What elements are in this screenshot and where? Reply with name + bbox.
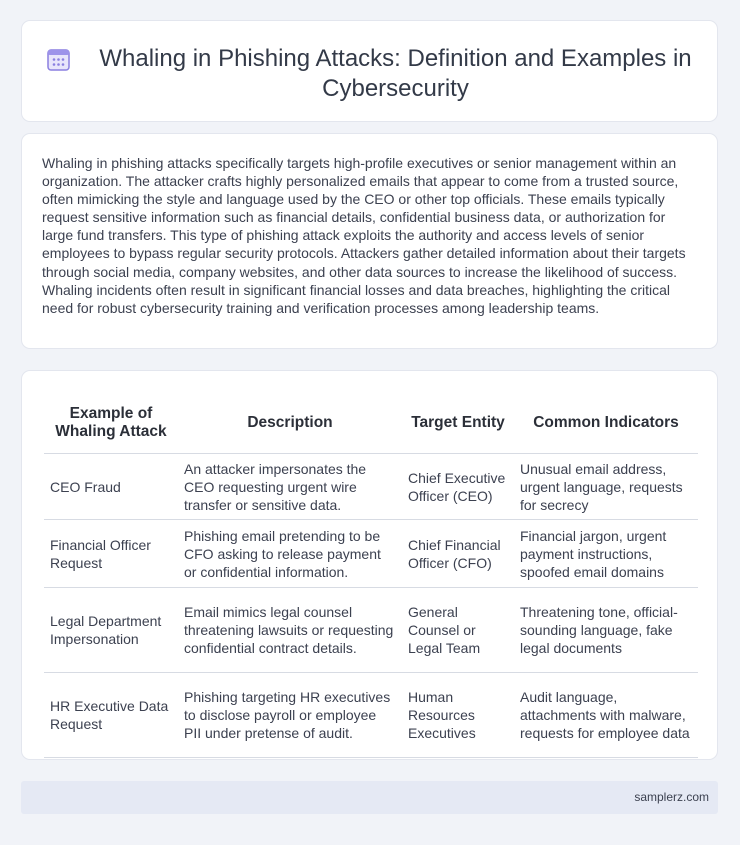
table-cell: Financial Officer Request — [44, 520, 178, 588]
table-cell: An attacker impersonates the CEO requesting urgent wire transfer or sensitive data. — [178, 454, 402, 520]
column-header: Common Indicators — [514, 392, 698, 454]
footer — [21, 781, 718, 814]
table-cell: Phishing targeting HR executives to disclose payroll or employee PII under pretense of audit. — [178, 673, 402, 758]
table-cell: Audit language, attachments with malware, requests for employee data — [514, 673, 698, 758]
table-cell: CEO Fraud — [44, 454, 178, 520]
table-row — [44, 520, 698, 588]
summary-text: Whaling in phishing attacks specifically targets high-profile executives or senior management within an organization. The attacker crafts highly personalized emails that appear to come from a trusted source, often mimicking the style and language used by the CEO or other top officials. These emails typically request sensitive information such as financial details, confidential business data, or authorization for large fund transfers. This type of phishing attack exploits the authority and access levels of senior employees to bypass regular security protocols. Attackers gather detailed information about their targets through social media, company websites, and other data sources to increase the likelihood of success. Whaling incidents often result in significant financial losses and data breaches, highlighting the critical need for robust cybersecurity training and verification processes among leadership teams. — [42, 155, 686, 316]
page-title: Whaling in Phishing Attacks: Definition and Examples in Cybersecurity — [99, 45, 692, 102]
column-header: Description — [178, 392, 402, 454]
table-cell: Phishing email pretending to be CFO asking to release payment or confidential information. — [178, 520, 402, 588]
title-card — [21, 20, 718, 122]
table-cell: Human Resources Executives — [402, 673, 514, 758]
column-header: Target Entity — [402, 392, 514, 454]
table-header-row — [44, 392, 698, 454]
table-row — [44, 454, 698, 520]
table-cell: General Counsel or Legal Team — [402, 588, 514, 673]
table-cell: Email mimics legal counsel threatening lawsuits or requesting confidential contract details. — [178, 588, 402, 673]
summary-card — [21, 133, 718, 349]
table-cell: Unusual email address, urgent language, requests for secrecy — [514, 454, 698, 520]
table-card — [21, 370, 718, 760]
table-cell: Chief Executive Officer (CEO) — [402, 454, 514, 520]
column-header: Example of Whaling Attack — [44, 392, 178, 454]
table-row — [44, 588, 698, 673]
examples-table — [44, 392, 698, 758]
table-cell: Legal Department Impersonation — [44, 588, 178, 673]
table-cell: Threatening tone, official-sounding language, fake legal documents — [514, 588, 698, 673]
table-row — [44, 673, 698, 758]
table-cell: Financial jargon, urgent payment instructions, spoofed email domains — [514, 520, 698, 588]
footer-site-link[interactable]: samplerz.com — [634, 790, 709, 804]
table-cell: Chief Financial Officer (CFO) — [402, 520, 514, 588]
table-cell: HR Executive Data Request — [44, 673, 178, 758]
